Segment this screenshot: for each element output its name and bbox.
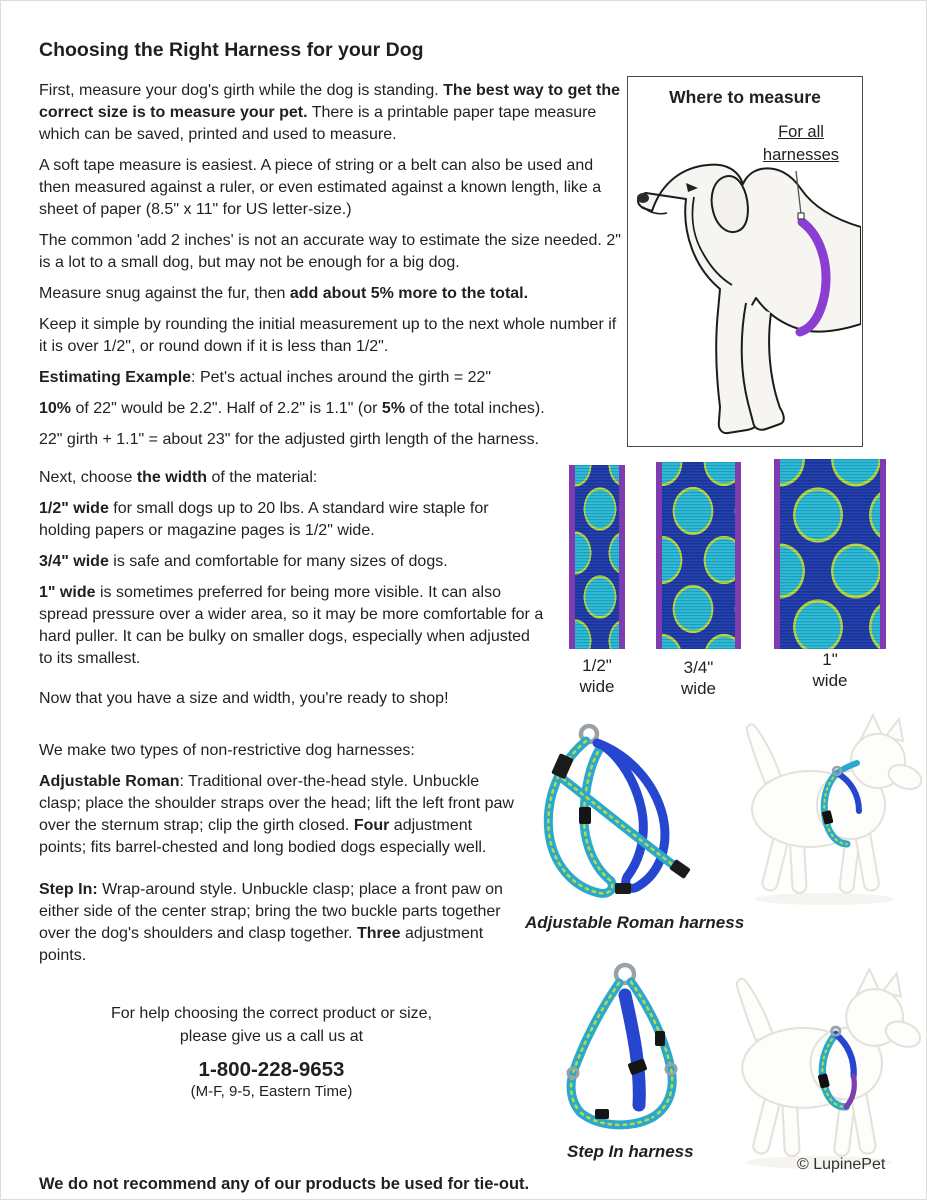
page-title: Choosing the Right Harness for your Dog [39,39,424,61]
harness-types-section [39,740,517,976]
phone-hours: (M-F, 9-5, Eastern Time) [190,1083,353,1100]
paragraph-step-in: Step In: Wrap-around style. Unbuckle clasp; place a front paw on either side of the center strap; bring the two buckle parts together over the dog's shoulders and clasp together. Three adjustment points. [39,881,503,964]
step-in-harness-image [539,961,711,1139]
webbing-swatch-one-inch [774,459,886,649]
swatch-label-one-inch: 1" wide [812,650,848,690]
caption-step-in: Step In harness [567,1142,694,1161]
paragraph-harness-intro: We make two types of non-restrictive dog harnesses: [39,742,415,759]
paragraph-measure-2: A soft tape measure is easiest. A piece of string or a belt can also be used and then measured against a ruler, or even estimated against a known length, like a sheet of paper (8.5" x 11" for US letter-size.) [39,157,602,218]
slider [655,1031,665,1046]
webbing-weave-texture [780,459,880,649]
webbing-swatch-half-inch [569,465,625,649]
contact-line-2: please give us a call us at [179,1028,364,1045]
diagram-title: Where to measure [669,87,821,107]
paragraph-adjustable-roman: Adjustable Roman: Traditional over-the-head style. Unbuckle clasp; place the shoulder straps over the head; lift the left front paw over the sternum strap; clip the girth closed. Four adjustment points; fits barrel-chested and long bodied dogs especially well. [39,773,514,856]
width-section [39,467,544,719]
adjustable-roman-harness-image [529,721,725,907]
webbing-weave-texture [575,465,619,649]
step-in-harness-on-mannequin-image [711,967,927,1175]
contact-line-1: For help choosing the correct product or size, [110,1005,433,1022]
phone-number: 1-800-228-9653 [198,1058,345,1081]
paragraph-width-half: 1/2" wide for small dogs up to 20 lbs. A standard wire staple for holding papers or magazine pages is 1/2" wide. [39,500,489,539]
where-to-measure-diagram [627,76,863,447]
paragraph-width-threequarter: 3/4" wide is safe and comfortable for many sizes of dogs. [39,553,448,570]
paragraph-measure-8: 22" girth + 1.1" = about 23" for the adjusted girth length of the harness. [39,431,540,448]
paragraph-measure-4: Measure snug against the fur, then add about 5% more to the total. [39,285,529,302]
paragraph-measure-5: Keep it simple by rounding the initial measurement up to the next whole number if it is over 1/2", or round down if it is less than 1/2". [39,316,617,355]
swatch-label-threequarter-inch: 3/4" wide [681,658,716,698]
dog-nose [637,193,649,203]
annotation-line-2: harnesses [762,146,840,164]
strap-tip [615,883,631,894]
measuring-section [39,80,624,460]
paragraph-measure-7: 10% of 22" would be 2.2". Half of 2.2" is 1.1" (or 5% of the total inches). [39,400,545,417]
paragraph-width-one: 1" wide is sometimes preferred for being more visible. It can also spread pressure over a wider area, so it may be more comfortable for a hard puller. It can be bulky on smaller dogs, especially when adjusted to its smallest. [39,584,544,667]
footer-warning: We do not recommend any of our products be used for tie-out. [39,1175,530,1193]
copyright-notice: © LupinePet [797,1156,886,1173]
annotation-pointer-marker [798,213,804,219]
paragraph-measure-6: Estimating Example: Pet's actual inches around the girth = 22" [39,369,492,386]
webbing-swatch-threequarter-inch [656,462,741,649]
swatch-label-half-inch: 1/2" wide [579,656,615,696]
webbing-weave-texture [662,462,735,649]
paragraph-measure-3: The common 'add 2 inches' is not an accurate way to estimate the size needed. 2" is a lot to a small dog, but may not be enough for a big dog. [39,232,621,271]
paragraph-ready-to-shop: Now that you have a size and width, you're ready to shop! [39,690,449,707]
roman-harness-on-mannequin-image [725,713,927,911]
diagram-annotation [746,121,856,167]
contact-block [39,1002,504,1102]
caption-adjustable-roman: Adjustable Roman harness [525,913,745,932]
strap-tip [595,1109,609,1119]
annotation-line-1: For all [778,123,824,141]
slider [579,807,591,824]
paragraph-width-intro: Next, choose the width of the material: [39,469,318,486]
paragraph-measure-1: First, measure your dog's girth while the dog is standing. The best way to get the correct size is to measure your pet. There is a printable paper tape measure which can be saved, printed and used to measure. [39,82,621,143]
